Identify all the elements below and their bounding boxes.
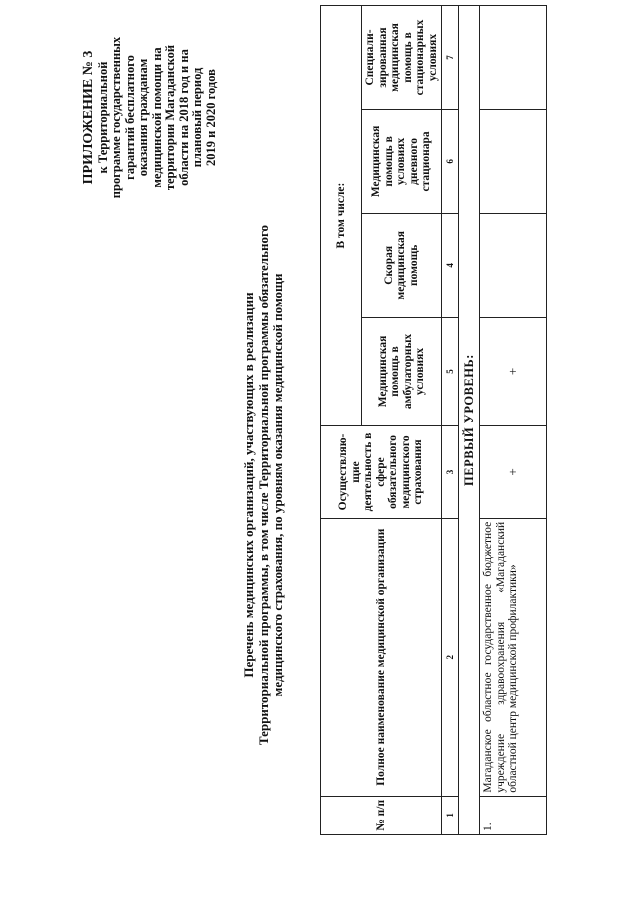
header-num: № п/п: [321, 796, 442, 834]
level-label: ПЕРВЫЙ УРОВЕНЬ:: [459, 6, 480, 835]
table-header-row: [321, 6, 362, 835]
appendix-block: [82, 10, 218, 225]
row-number: 1.: [480, 796, 547, 834]
appendix-line: территории Магаданской: [163, 44, 177, 191]
appendix-number: ПРИЛОЖЕНИЕ № 3: [81, 50, 96, 185]
appendix-line: к Территориальной: [95, 61, 110, 174]
header-name: Полное наименование медицинской организации: [321, 518, 442, 796]
header-special: Специали-зированная медицинская помощь в стационарных условиях: [362, 6, 442, 110]
organizations-table: [320, 5, 547, 835]
dnevnoy-mark: [480, 109, 547, 213]
document-title: [242, 205, 286, 765]
title-line: Перечень медицинских организаций, участвующих в реализации: [241, 292, 256, 678]
col-number: 2: [442, 518, 459, 796]
header-amb: Медицинская помощь в амбулаторных условиях: [362, 317, 442, 425]
appendix-line: медицинской помощи на: [149, 47, 164, 188]
osush-mark: +: [480, 426, 547, 519]
header-group: В том числе:: [321, 6, 362, 426]
special-mark: [480, 6, 547, 110]
header-dnevnoy: Медицинская помощь в условиях дневного стационара: [362, 109, 442, 213]
appendix-line: программе государственных: [109, 36, 123, 199]
col-number: 7: [442, 6, 459, 110]
organization-name: Магаданское областное государственное бюджетное учреждение здравоохранения «Магаданский областной центр медицинской профилактики»: [480, 518, 547, 796]
appendix-line: области на 2018 год и на: [176, 49, 191, 186]
col-number: 1: [442, 796, 459, 834]
appendix-line: гарантий бесплатного: [122, 55, 137, 180]
amb-mark: +: [480, 317, 547, 425]
skoraya-mark: [480, 213, 547, 317]
title-line: Территориальной программы, в том числе Территориальной программы обязательного: [255, 224, 271, 746]
title-line: медицинского страхования, по уровням оказания медицинской помощи: [270, 273, 285, 697]
level-row: [459, 6, 480, 835]
table-row: [480, 6, 547, 835]
header-osush: Осуществляю-щие деятельность в сфере обязательного медицинского страхования: [321, 426, 442, 519]
col-number: 4: [442, 213, 459, 317]
col-number: 6: [442, 109, 459, 213]
col-number: 3: [442, 426, 459, 519]
column-number-row: [442, 6, 459, 835]
header-skoraya: Скорая медицинская помощь: [362, 213, 442, 317]
appendix-line: 2019 и 2020 годов: [203, 69, 218, 166]
appendix-line: оказания гражданам: [136, 58, 150, 177]
col-number: 5: [442, 317, 459, 425]
appendix-line: плановый период: [190, 67, 204, 168]
